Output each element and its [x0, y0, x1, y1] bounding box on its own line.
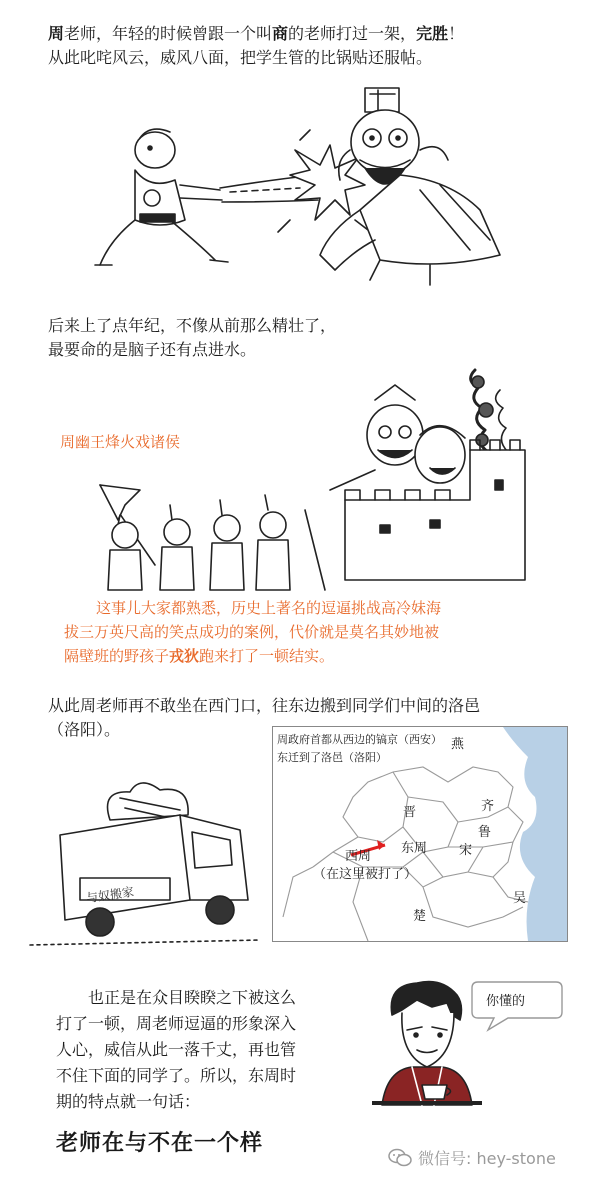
zhou-highlight: 周: [48, 24, 65, 43]
map-region-yan: 燕: [451, 737, 465, 752]
map-region-xizhou: 西周: [345, 849, 372, 864]
bubble-text: 你懂的: [486, 994, 526, 1009]
wechat-icon: [388, 1148, 412, 1168]
beacon-caption: 周幽王烽火戏诸侯: [60, 433, 181, 451]
soldier-2: [160, 505, 194, 590]
map-region-dongzhou: 东周: [401, 841, 428, 856]
beacon-text: 跑来打了一顿结实。: [199, 647, 335, 665]
cargo-bundle: [108, 783, 189, 820]
soldiers: [108, 495, 325, 590]
map-region-chu: 楚: [413, 909, 427, 924]
eastern-zhou-map: [272, 726, 568, 942]
king-and-concubine: [330, 385, 465, 490]
conclusion-para-line-5: 期的特点就一句话：: [56, 1092, 201, 1111]
intro-line-2: 从此叱咤风云，威风八面，把学生管的比锅贴还服帖。: [48, 48, 433, 67]
conclusion-para-line-1: 也正是在众目睽睽之下被这么: [88, 988, 297, 1007]
conclusion-para-line-4: 不住下面的同学了。所以，东周时: [56, 1066, 297, 1085]
map-region-jin: 晋: [403, 805, 417, 820]
conclusion-para-line-3: 人心，威信从此一落千丈，再也管: [56, 1040, 297, 1059]
move-line-2: （洛阳）。: [48, 720, 121, 739]
fight-illustration: [0, 80, 600, 300]
conclusion-para-line-2: 打了一顿，周老师逗逼的形象深入: [56, 1014, 297, 1033]
intro-line-1: [48, 22, 464, 46]
beacon-para-line-3: [64, 644, 334, 668]
shang-highlight: 商: [272, 24, 289, 43]
soldier-1: [108, 515, 142, 590]
conclusion-headline: 老师在与不在一个样: [56, 1131, 264, 1156]
soldier-3: [210, 500, 244, 590]
victory-highlight: 完胜: [416, 24, 449, 43]
map-note-1: 周政府首都从西边的镐京（西安）: [277, 733, 442, 746]
map-region-wu: 吴: [513, 891, 527, 906]
map-beaten-label: （在这里被打了）: [313, 867, 418, 882]
character-with-cup: [372, 975, 482, 1105]
map-note-2: 东迁到了洛邑（洛阳）: [277, 751, 387, 764]
map-region-song: 宋: [459, 843, 473, 858]
ki-blast: [220, 130, 372, 232]
beacon-para-line-2: 拔三万英尺高的笑点成功的案例，代价就是莫名其妙地被: [64, 623, 440, 641]
map-region-lu: 鲁: [478, 825, 492, 840]
truck-body: [60, 815, 190, 920]
teacup-icon: [422, 1085, 447, 1099]
wechat-watermark: [388, 1146, 556, 1169]
beacon-text: 隔壁班的野孩子: [64, 647, 170, 665]
age-line-2: 最要命的是脑子还有点进水。: [48, 340, 257, 359]
age-line-1: 后来上了点年纪，不像从前那么精壮了，: [48, 316, 337, 335]
truck-sign-label: 与奴搬家: [85, 884, 135, 906]
small-fighter: [95, 129, 228, 265]
sea-region: [503, 727, 567, 941]
intro-text: 老师，年轻的时候曾跟一个叫: [64, 24, 273, 43]
rongdi-highlight: 戎狄: [169, 647, 200, 665]
beacon-illustration: [0, 360, 600, 600]
truck-wheel-front: [206, 896, 234, 924]
watermark-text: 微信号: hey-stone: [418, 1149, 556, 1168]
truck-wheel-back: [86, 908, 114, 936]
beacon-para-line-1: 这事儿大家都熟悉，历史上著名的逗逼挑战高冷妹海: [96, 599, 442, 617]
moving-truck-illustration: [20, 760, 270, 960]
move-line-1: 从此周老师再不敢坐在西门口，往东边搬到同学们中间的洛邑: [48, 696, 481, 715]
soldier-4: [256, 495, 325, 590]
intro-text: 的老师打过一架，: [288, 24, 417, 43]
intro-text: ！: [448, 24, 465, 43]
map-region-qi: 齐: [481, 799, 495, 814]
